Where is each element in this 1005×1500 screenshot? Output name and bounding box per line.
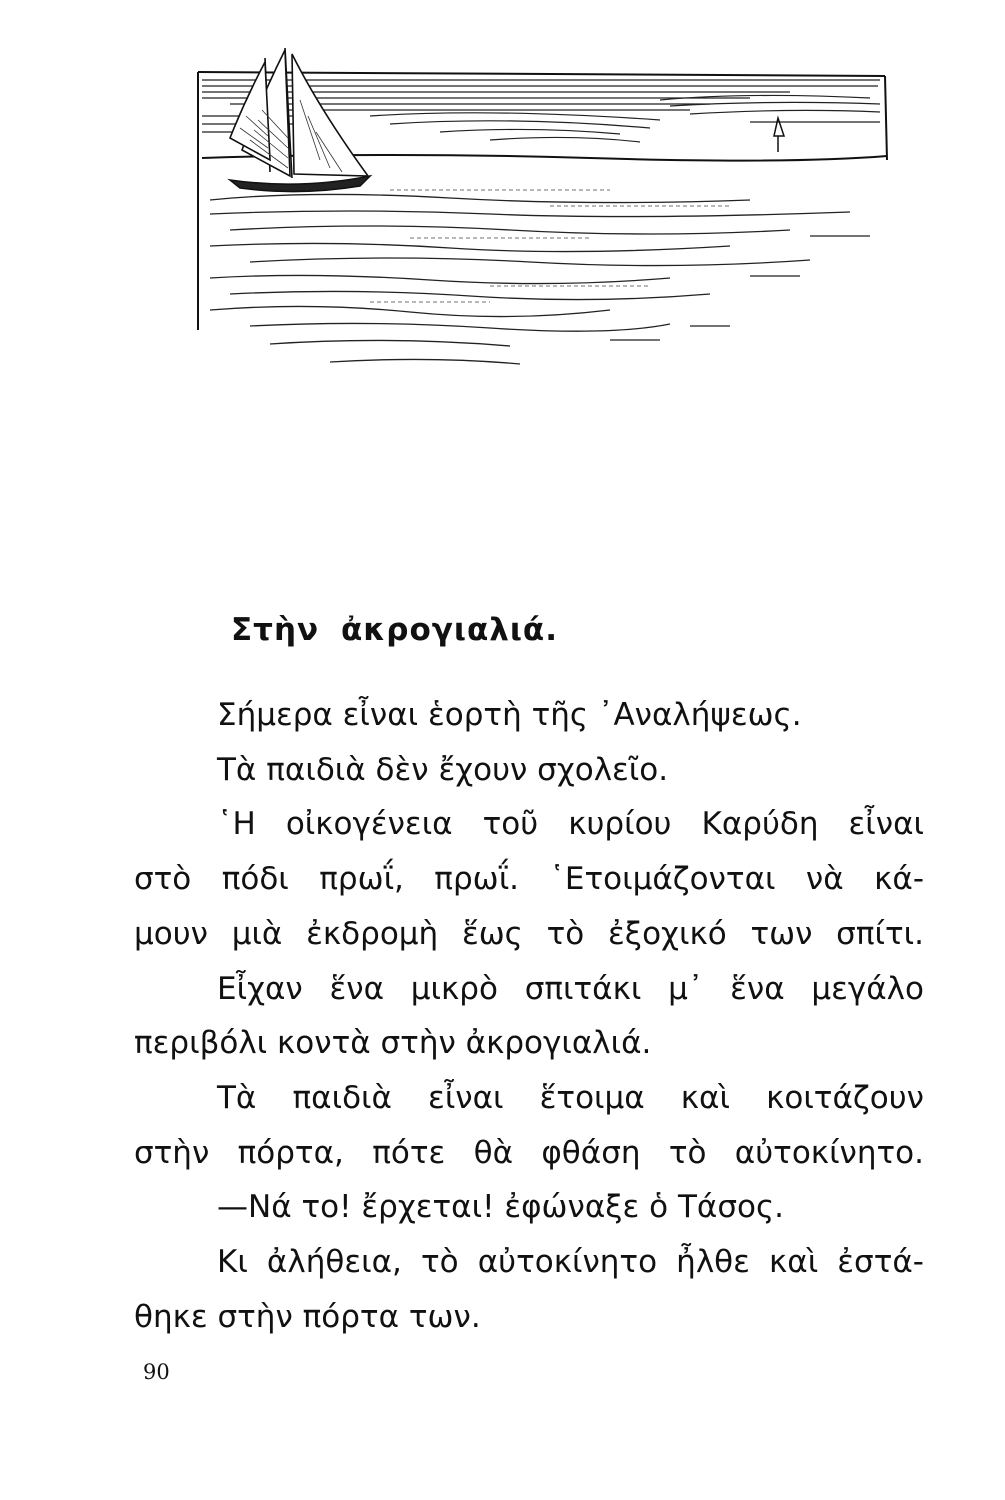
text-line: μουν μιὰ ἐκδρομὴ ἕως τὸ ἐξοχικό των σπίτι.	[134, 915, 924, 952]
text-line: Εἶχαν ἕνα μικρὸ σπιτάκι μ᾿ ἕνα μεγάλο	[217, 970, 924, 1007]
text-line: στὸ πόδι πρωΐ, πρωΐ. ῾Ετοιμάζονται νὰ κά-	[134, 861, 924, 898]
text-line: περιβόλι κοντὰ στὴν ἀκρογιαλιά.	[134, 1025, 652, 1062]
text-line: θηκε στὴν πόρτα των.	[134, 1298, 481, 1335]
text-line: —Νά το! ἔρχεται! ἐφώναξε ὁ Τάσος.	[217, 1189, 785, 1226]
page-title: Στὴν ἀκρογιαλιά.	[231, 612, 559, 648]
text-line: Σήμερα εἶναι ἑορτὴ τῆς ᾿Αναλήψεως.	[217, 697, 802, 733]
page-number: 90	[143, 1360, 170, 1384]
body-text	[134, 688, 924, 1344]
text-line: ῾Η οἰκογένεια τοῦ κυρίου Καρύδη εἶναι	[217, 806, 924, 843]
text-line: στὴν πόρτα, πότε θὰ φθάση τὸ αὐτοκίνητο.	[134, 1134, 924, 1171]
text-line: Τὰ παιδιὰ εἶναι ἕτοιμα καὶ κοιτάζουν	[217, 1079, 924, 1116]
sailboat-seascape-icon	[190, 40, 890, 400]
text-line: Κι ἀλήθεια, τὸ αὐτοκίνητο ἦλθε καὶ ἐστά-	[217, 1244, 924, 1281]
text-line: Τὰ παιδιὰ δὲν ἔχουν σχολεῖο.	[217, 751, 669, 788]
